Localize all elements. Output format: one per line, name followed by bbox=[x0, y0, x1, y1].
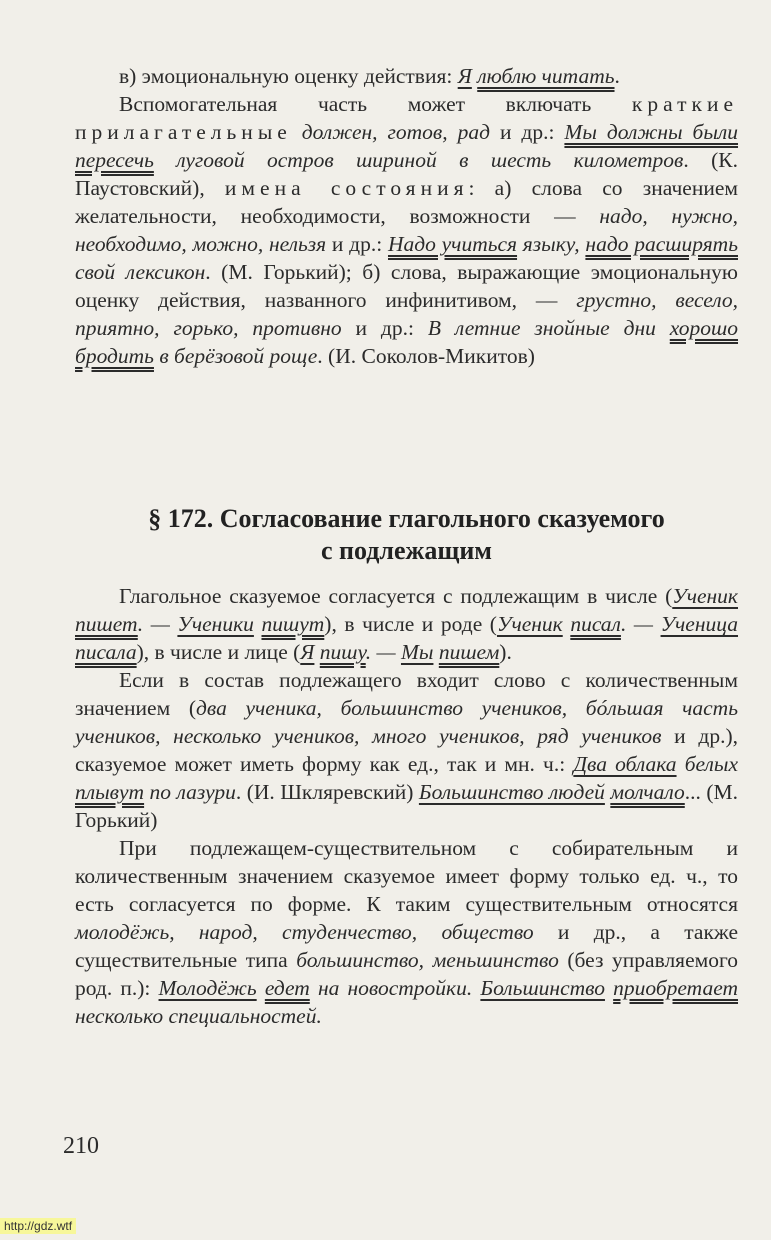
subject-example: Я bbox=[300, 640, 315, 664]
text-run: ), в числе и роде ( bbox=[324, 612, 497, 636]
predicate-example: хорошо бродить bbox=[75, 316, 739, 368]
paragraph-emotional-evaluation bbox=[75, 62, 738, 90]
text-run: в) эмоциональную оценку действия: bbox=[119, 64, 458, 88]
subject-example: Я bbox=[457, 64, 472, 88]
italic-example: белых bbox=[676, 752, 738, 776]
predicate-example: плывут bbox=[75, 780, 145, 804]
subject-example: Большинство людей bbox=[418, 780, 605, 804]
text-run: (без управляемого род. п.): bbox=[75, 948, 738, 1000]
italic-examples: большинство, меньшинство bbox=[296, 948, 559, 972]
text-run: и др.: bbox=[341, 316, 428, 340]
italic-example: несколько специальностей. bbox=[75, 1004, 322, 1028]
text-run: Глагольное сказуемое согласуется с подлежащим в числе ( bbox=[119, 584, 673, 608]
italic-example bbox=[257, 976, 265, 1000]
text-run: При подлежащем-существительном с собирательным и количественным значением сказуемое имеет форму только ед. ч., то есть согласуется по форме. К таким существительным относятся bbox=[75, 836, 738, 916]
italic-examples: два ученика, большинство учеников, бóльшая часть учеников, несколько учеников, много учеников, ряд учеников bbox=[75, 696, 738, 748]
italic-examples: надо, нужно, необходимо, можно, нельзя bbox=[75, 204, 738, 256]
spaced-term: краткие прилагательные bbox=[75, 92, 738, 144]
page-number: 210 bbox=[63, 1133, 99, 1159]
subject-example: Два облака bbox=[573, 752, 677, 776]
italic-example: по лазури bbox=[144, 780, 236, 804]
predicate-example: пишем bbox=[438, 640, 500, 664]
predicate-example: люблю читать bbox=[477, 64, 615, 88]
predicate-example: писала bbox=[75, 640, 137, 664]
predicate-example: Надо учиться bbox=[387, 232, 518, 256]
predicate-example: едет bbox=[264, 976, 310, 1000]
text-run: . (М. Горький); б) слова, выражающие эмоциональную оценку действия, названного инфинитивом, — bbox=[75, 260, 738, 312]
section-heading-line-1: § 172. Согласование глагольного сказуемого bbox=[148, 504, 665, 533]
italic-examples: грустно, весело, приятно, горько, противно bbox=[75, 288, 738, 340]
paragraph-collective-nouns bbox=[75, 834, 738, 1030]
italic-examples: должен, готов, рад bbox=[301, 120, 490, 144]
paragraph-auxiliary-part bbox=[75, 90, 738, 370]
text-run: ... (М. Горький) bbox=[75, 780, 738, 832]
subject-example: Молодёжь bbox=[158, 976, 257, 1000]
subject-example: Мы bbox=[400, 640, 434, 664]
predicate-example: молчало bbox=[610, 780, 685, 804]
italic-example: . — bbox=[620, 612, 661, 636]
italic-example: . — bbox=[137, 612, 178, 636]
subject-example: Ученица bbox=[660, 612, 739, 636]
italic-example bbox=[605, 976, 613, 1000]
predicate-example: приобретает bbox=[613, 976, 739, 1000]
italic-example: луговой остров шириной в шесть километров bbox=[153, 148, 684, 172]
predicate-example: писал bbox=[570, 612, 621, 636]
section-heading-line-2: с подлежащим bbox=[320, 536, 493, 565]
text-run: ), в числе и лице ( bbox=[136, 640, 301, 664]
subject-example: Ученик bbox=[496, 612, 563, 636]
italic-example: свой лексикон bbox=[75, 260, 206, 284]
text-run: . (К. Паустовский), bbox=[75, 148, 739, 200]
italic-example: В летние знойные дни bbox=[427, 316, 670, 340]
text-run: и др., а также существительные типа bbox=[75, 920, 739, 972]
subject-example: Большинство bbox=[480, 976, 605, 1000]
text-run: Вспомогательная часть может включать bbox=[119, 92, 632, 116]
text-run: . (И. Шкляревский) bbox=[235, 780, 419, 804]
source-link[interactable]: http://gdz.wtf bbox=[0, 1218, 76, 1234]
italic-example: в берёзовой роще bbox=[153, 344, 318, 368]
subject-example: Ученик bbox=[672, 584, 738, 608]
predicate-example: пишут bbox=[261, 612, 325, 636]
text-run: и др.), сказуемое может иметь форму как ед., так и мн. ч.: bbox=[75, 724, 738, 776]
italic-example: языку, bbox=[517, 232, 586, 256]
text-run: . (И. Соколов-Микитов) bbox=[317, 344, 535, 368]
predicate-example: надо расширять bbox=[585, 232, 738, 256]
text-run bbox=[292, 120, 302, 144]
predicate-example: пишет bbox=[75, 612, 138, 636]
text-run: ). bbox=[499, 640, 512, 664]
text-run: и др.: bbox=[489, 120, 565, 144]
text-run: и др.: bbox=[326, 232, 388, 256]
top-text-block bbox=[75, 62, 738, 370]
subject-example: Ученики bbox=[177, 612, 254, 636]
paragraph-agreement-rule bbox=[75, 582, 738, 666]
italic-examples: молодёжь, народ, студенчество, общество bbox=[75, 920, 534, 944]
spaced-term: имена состояния bbox=[224, 176, 469, 200]
italic-example: на новостройки. bbox=[309, 976, 481, 1000]
text-run: . bbox=[614, 64, 620, 88]
predicate-example: пишу bbox=[319, 640, 366, 664]
italic-example: . — bbox=[365, 640, 401, 664]
text-run: Если в состав подлежащего входит слово с количественным значением ( bbox=[75, 668, 738, 720]
section-heading bbox=[75, 503, 738, 567]
text-run: : а) слова со значением желательности, необходимости, возможности — bbox=[75, 176, 738, 228]
paragraph-quantitative-subject bbox=[75, 666, 738, 834]
predicate-example: Мы должны были пересечь bbox=[75, 120, 739, 172]
section-text-block bbox=[75, 582, 738, 1030]
